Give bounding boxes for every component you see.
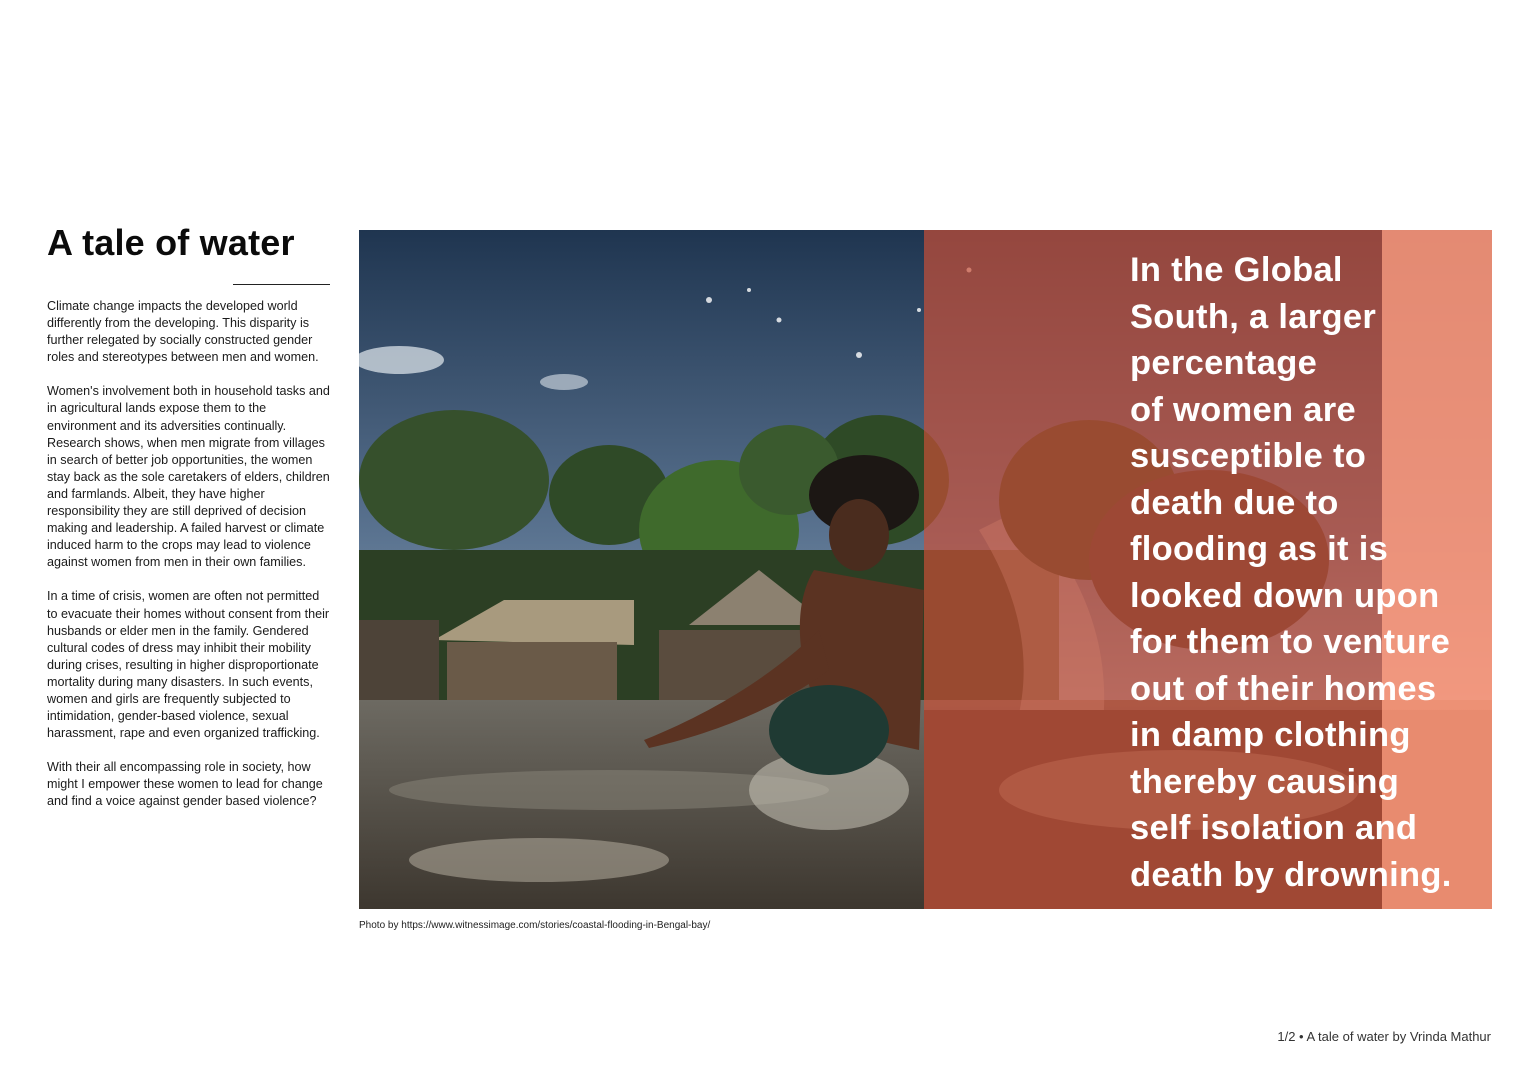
paragraph: Women's involvement both in household tasks and in agricultural lands expose them to the environment and its adversities continually. Research shows, when men migrate from villages in search of better job opportunities, the women stay back as the sole caretakers of elders, children and farmlands. Albeit, they have higher responsibility they are still deprived of decision making and leadership. A failed harvest or climate induced harm to the crops may lead to violence against women from men in their own families. (47, 384, 330, 570)
paragraph: With their all encompassing role in society, how might I empower these women to lead for change and find a voice against gender based violence? (47, 760, 323, 809)
title-divider (233, 284, 330, 285)
page-title: A tale of water (47, 222, 295, 263)
photo-credit: Photo by https://www.witnessimage.com/stories/coastal-flooding-in-Bengal-bay/ (359, 920, 711, 931)
paragraph: In a time of crisis, women are often not permitted to evacuate their homes without consent from their husbands or elder men in the family. Gendered cultural codes of dress may inhibit their mobility during crises, resulting in higher disproportionate mortality during many disasters. In such events, women and girls are frequently subjected to intimidation, gender-based violence, sexual harassment, rape and even organized trafficking. (47, 589, 330, 741)
paragraph: Climate change impacts the developed world differently from the developing. This disparity is further relegated by socially constructed gender roles and stereotypes between men and women. (47, 299, 319, 365)
body-text (47, 298, 333, 828)
page-footer: 1/2 • A tale of water by Vrinda Mathur (1277, 1029, 1491, 1044)
pull-quote: In the Global South, a larger percentage of women are susceptible to death due to flooding as it is looked down upon for them to venture out of their homes in damp clothing thereby causing self isolation and death by drowning. (1130, 251, 1452, 894)
